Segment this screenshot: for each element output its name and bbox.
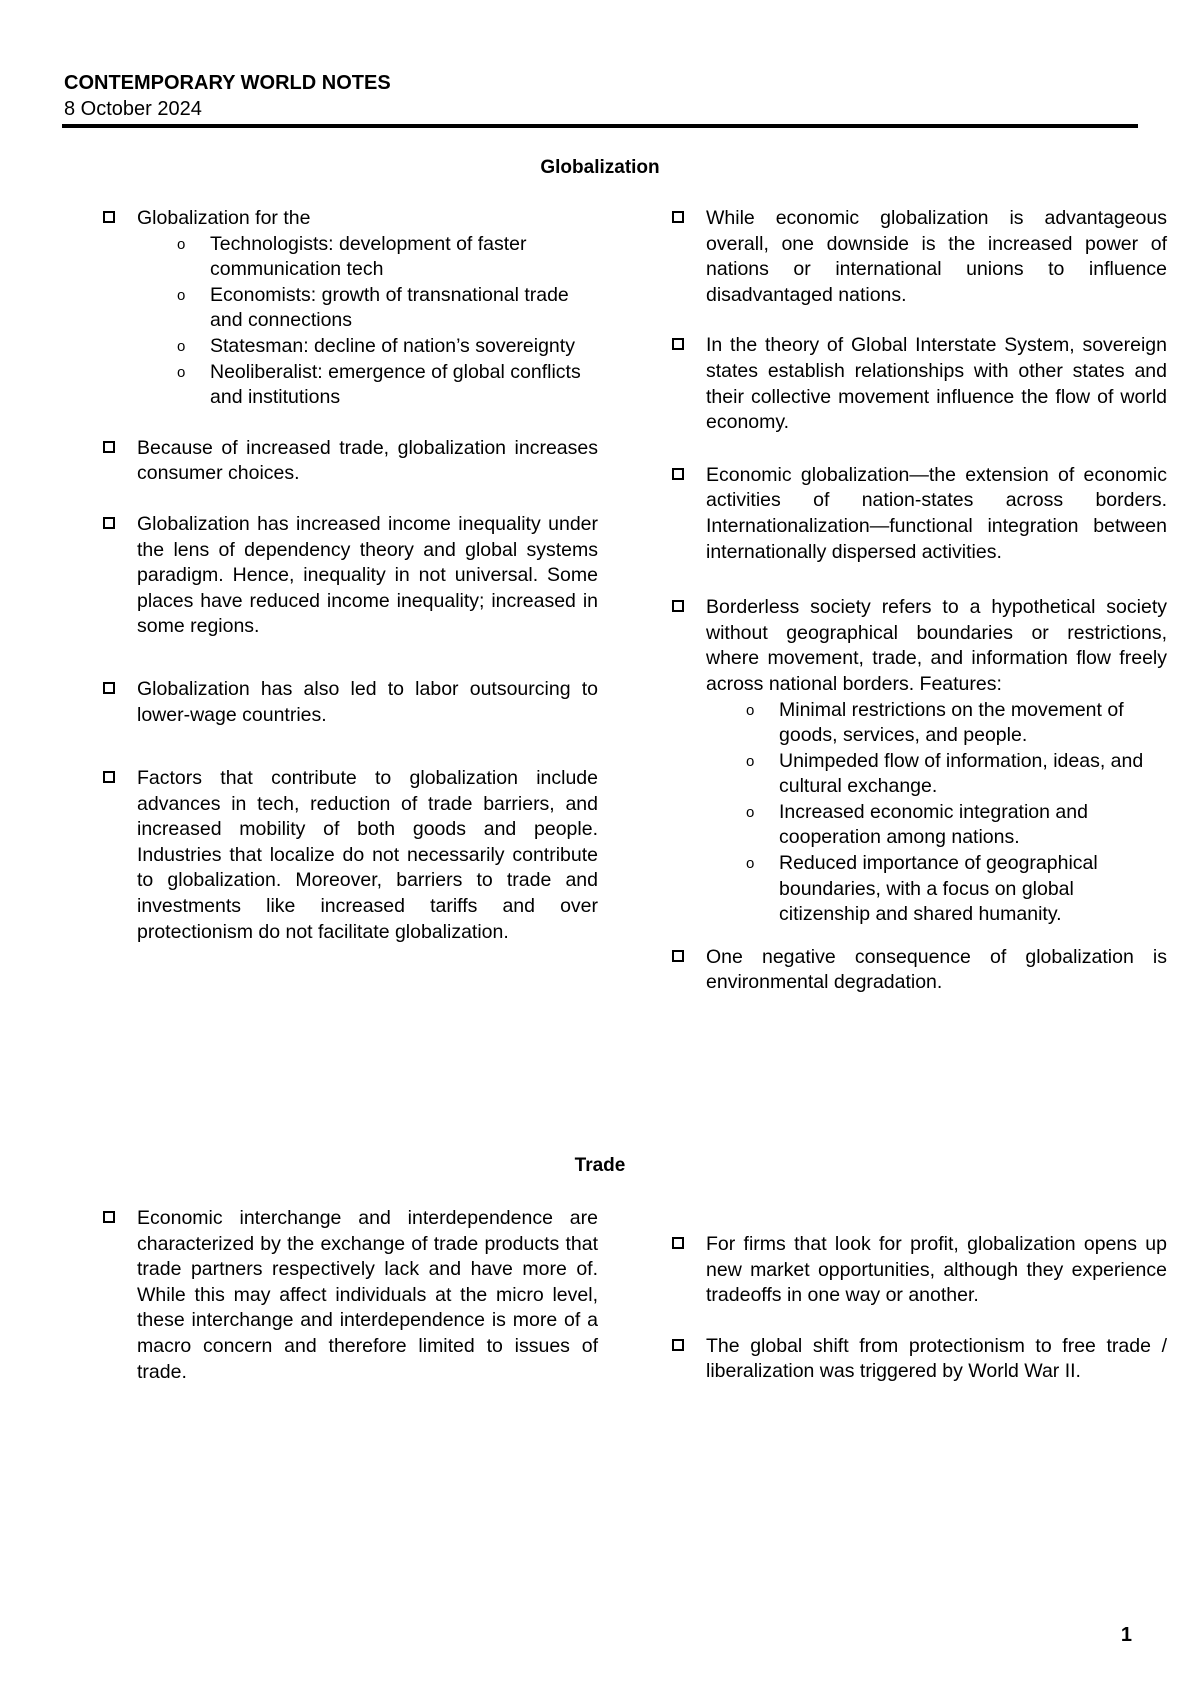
checkbox-bullet-icon <box>103 441 115 453</box>
bullet-text: Globalization has increased income inequality under the lens of dependency theory and global systems paradigm. Hence, inequality in not universal. Some places have reduced income inequality; increased in some regions. <box>137 512 598 638</box>
bullet-text: Because of increased trade, globalization increases consumer choices. <box>137 436 598 485</box>
bullet-text: The global shift from protectionism to free trade / liberalization was triggered by World War II. <box>706 1334 1167 1383</box>
globalization-right-column <box>706 206 1167 996</box>
checkbox-bullet-icon <box>103 517 115 529</box>
sub-item: o Technologists: development of faster communication tech <box>177 232 527 281</box>
bullet-text: In the theory of Global Interstate System, sovereign states establish relationships with other states and their collective movement influence the flow of world economy. <box>706 334 1167 434</box>
bullet-text: Globalization for the <box>137 207 311 229</box>
bullet-item <box>706 463 1167 565</box>
sub-item: o Statesman: decline of nation’s sovereignty <box>210 334 598 360</box>
checkbox-bullet-icon <box>103 771 115 783</box>
bullet-item <box>706 945 1167 996</box>
bullet-item <box>137 436 598 487</box>
circle-bullet-icon: o <box>746 701 755 719</box>
circle-bullet-icon: o <box>177 235 186 253</box>
bullet-text: Borderless society refers to a hypothetical society without geographical boundaries or restrictions, where movement, trade, and information flow freely across national borders. Features: <box>706 596 1167 695</box>
bullet-text: Globalization has also led to labor outsourcing to lower-wage countries. <box>137 677 598 726</box>
sub-item: o Minimal restrictions on the movement of goods, services, and people. <box>746 698 1124 747</box>
sub-item: o Reduced importance of geographical boundaries, with a focus on global citizenship and shared humanity. <box>746 852 1098 926</box>
trade-left-column <box>137 1206 598 1385</box>
bullet-text: One negative consequence of globalization is environmental degradation. <box>706 945 1167 994</box>
circle-bullet-icon: o <box>746 803 755 821</box>
sub-item: o Unimpeded flow of information, ideas, and cultural exchange. <box>746 749 1144 798</box>
bullet-item <box>706 1334 1167 1385</box>
sub-item: o Neoliberalist: emergence of global conflicts and institutions <box>177 360 581 409</box>
bullet-text: Economic interchange and interdependence are characterized by the exchange of trade products that trade partners respectively lack and have more of. While this may affect individuals at the micro level, these interchange and interdependence is more of a macro concern and therefore limited to issues of trade. <box>137 1207 598 1383</box>
globalization-left-column <box>137 206 598 945</box>
checkbox-bullet-icon <box>672 338 684 350</box>
bullet-item <box>137 766 598 945</box>
document-title: CONTEMPORARY WORLD NOTES <box>64 72 391 94</box>
circle-bullet-icon: o <box>177 286 186 304</box>
circle-bullet-icon: o <box>746 752 755 770</box>
checkbox-bullet-icon <box>103 1211 115 1223</box>
sub-item: o Increased economic integration and cooperation among nations. <box>746 800 1088 849</box>
sub-list <box>137 232 598 411</box>
section-title-trade: Trade <box>574 1155 626 1176</box>
bullet-item <box>137 677 598 728</box>
bullet-text: While economic globalization is advantageous overall, one downside is the increased power of nations or international unions to influence disadvantaged nations. <box>706 207 1167 306</box>
bullet-text: For firms that look for profit, globalization opens up new market opportunities, although they experience tradeoffs in one way or another. <box>706 1233 1167 1307</box>
circle-bullet-icon: o <box>177 363 186 381</box>
trade-right-column <box>706 1232 1167 1385</box>
circle-bullet-icon: o <box>746 855 755 873</box>
bullet-item <box>706 206 1167 308</box>
checkbox-bullet-icon <box>672 468 684 480</box>
checkbox-bullet-icon <box>103 211 115 223</box>
bullet-item <box>137 206 598 411</box>
bullet-item <box>137 512 598 640</box>
bullet-item <box>706 333 1167 435</box>
page-header <box>64 70 1136 122</box>
circle-bullet-icon: o <box>177 337 186 355</box>
header-rule <box>62 124 1138 128</box>
bullet-text: Factors that contribute to globalization include advances in tech, reduction of trade barriers, and increased mobility of both goods and people. Industries that localize do not necessarily contribute to globalization. Moreover, barriers to trade and investments like increased tariffs and over protectionism do not facilitate globalization. <box>137 767 598 943</box>
checkbox-bullet-icon <box>672 211 684 223</box>
bullet-item <box>706 595 1167 928</box>
checkbox-bullet-icon <box>672 1237 684 1249</box>
checkbox-bullet-icon <box>672 600 684 612</box>
section-title-globalization: Globalization <box>540 157 660 178</box>
page-number: 1 <box>1120 1624 1132 1646</box>
sub-list <box>706 698 1167 928</box>
bullet-item <box>137 1206 598 1385</box>
document-date: 8 October 2024 <box>64 98 202 120</box>
checkbox-bullet-icon <box>103 682 115 694</box>
bullet-item <box>706 1232 1167 1309</box>
bullet-text: Economic globalization—the extension of economic activities of nation-states across borders. Internationalization—functional integration between internationally dispersed activities. <box>706 463 1167 563</box>
checkbox-bullet-icon <box>672 950 684 962</box>
checkbox-bullet-icon <box>672 1339 684 1351</box>
sub-item: o Economists: growth of transnational trade and connections <box>177 283 569 332</box>
